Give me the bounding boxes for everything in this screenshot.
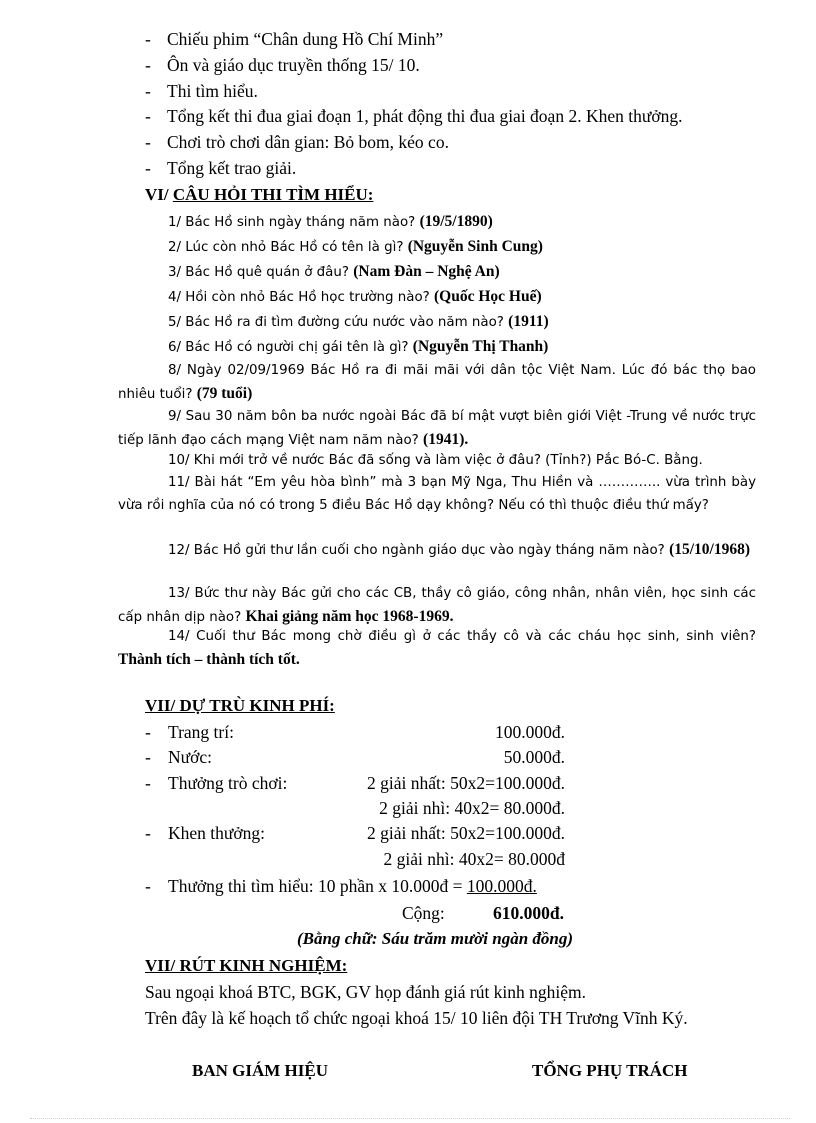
quiz-item: 3/ Bác Hồ quê quán ở đâu? (Nam Đàn – Nghệ An) [168,263,500,280]
quiz-item: 4/ Hồi còn nhỏ Bác Hồ học trường nào? (Quốc Học Huế) [168,288,542,305]
quiz-item: 8/ Ngày 02/09/1969 Bác Hồ ra đi mãi mãi với dân tộc Việt Nam. Lúc đó bác thọ bao nhiêu tuổi? (79 tuổi) [118,363,756,402]
budget-total-label: Cộng: [402,903,445,923]
budget-row: - Thưởng trò chơi: 2 giải nhất: 50x2=100.000đ. [145,773,565,793]
budget-row: 2 giải nhì: 40x2= 80.000đ. [379,798,565,818]
quiz-item: 2/ Lúc còn nhỏ Bác Hồ có tên là gì? (Nguyễn Sinh Cung) [168,238,543,255]
budget-heading: VII/ DỰ TRÙ KINH PHÍ: [145,696,335,715]
quiz-item: 1/ Bác Hồ sinh ngày tháng năm nào? (19/5/1890) [168,213,493,230]
budget-total-in-words: (Bằng chữ: Sáu trăm mười ngàn đồng) [297,929,574,948]
signature-right: TỔNG PHỤ TRÁCH [532,1061,688,1080]
activity-item: - Thi tìm hiểu. [145,81,258,101]
quiz-item: 10/ Khi mới trở về nước Bác đã sống và làm việc ở đâu? (Tỉnh?) Pắc Bó-C. Bằng. [168,453,703,468]
lessons-heading: VII/ RÚT KINH NGHIỆM: [145,956,348,975]
bullet-dash: - [145,106,151,126]
bullet-dash: - [145,55,151,75]
quiz-item: 13/ Bức thư này Bác gửi cho các CB, thầy cô giáo, công nhân, nhân viên, học sinh các cấp nhân dịp nào? Khai giảng năm học 1968-1969. [118,586,756,625]
quiz-item: 6/ Bác Hồ có người chị gái tên là gì? (Nguyễn Thị Thanh) [168,338,549,355]
budget-row: - Nước: 50.000đ. [145,747,565,767]
bullet-dash: - [145,81,151,101]
bullet-dash: - [145,132,151,152]
quiz-heading: VI/ CÂU HỎI THI TÌM HIỂU: [145,185,374,204]
activity-item: - Tổng kết thi đua giai đoạn 1, phát động thi đua giai đoạn 2. Khen thưởng. [145,106,683,126]
quiz-item: 11/ Bài hát “Em yêu hòa bình” mà 3 bạn Mỹ Nga, Thu Hiền và ………….. vừa trình bày vừa rồi nghĩa của nó có trong 5 điều Bác Hồ dạy không? Nếu có thì thuộc điều thứ mấy? [118,475,756,513]
budget-row: - Khen thưởng: 2 giải nhất: 50x2=100.000đ. [145,823,565,843]
budget-row: - Trang trí: 100.000đ. [145,722,565,742]
signature-left: BAN GIÁM HIỆU [192,1061,329,1080]
quiz-item: 9/ Sau 30 năm bôn ba nước ngoài Bác đã bí mật vượt biên giới Việt -Trung về nước trực tiếp lãnh đạo cách mạng Việt nam năm nào? (1941). [118,409,756,448]
activity-item: - Chiếu phim “Chân dung Hồ Chí Minh” [145,29,444,49]
budget-row: - Thưởng thi tìm hiểu: 10 phần x 10.000đ = 100.000đ. [145,876,537,896]
lessons-line: Sau ngoại khoá BTC, BGK, GV họp đánh giá rút kinh nghiệm. [145,982,587,1002]
budget-total-value: 610.000đ. [493,903,564,923]
activity-item: - Tổng kết trao giải. [145,158,297,178]
bullet-dash: - [145,158,151,178]
bullet-dash: - [145,29,151,49]
quiz-item: 14/ Cuối thư Bác mong chờ điều gì ở các thầy cô và các cháu học sinh, sinh viên? Thành tích – thành tích tốt. [118,629,756,668]
footer-divider [30,1118,790,1119]
lessons-line: Trên đây là kế hoạch tổ chức ngoại khoá 15/ 10 liên đội TH Trương Vĩnh Ký. [145,1008,688,1028]
quiz-item: 5/ Bác Hồ ra đi tìm đường cứu nước vào năm nào? (1911) [168,313,549,330]
activity-item: - Chơi trò chơi dân gian: Bỏ bom, kéo co. [145,132,449,152]
budget-row: 2 giải nhì: 40x2= 80.000đ [383,849,565,869]
activity-item: - Ôn và giáo dục truyền thống 15/ 10. [145,55,420,75]
quiz-item: 12/ Bác Hồ gửi thư lần cuối cho ngành giáo dục vào ngày tháng năm nào? (15/10/1968) [168,541,750,558]
